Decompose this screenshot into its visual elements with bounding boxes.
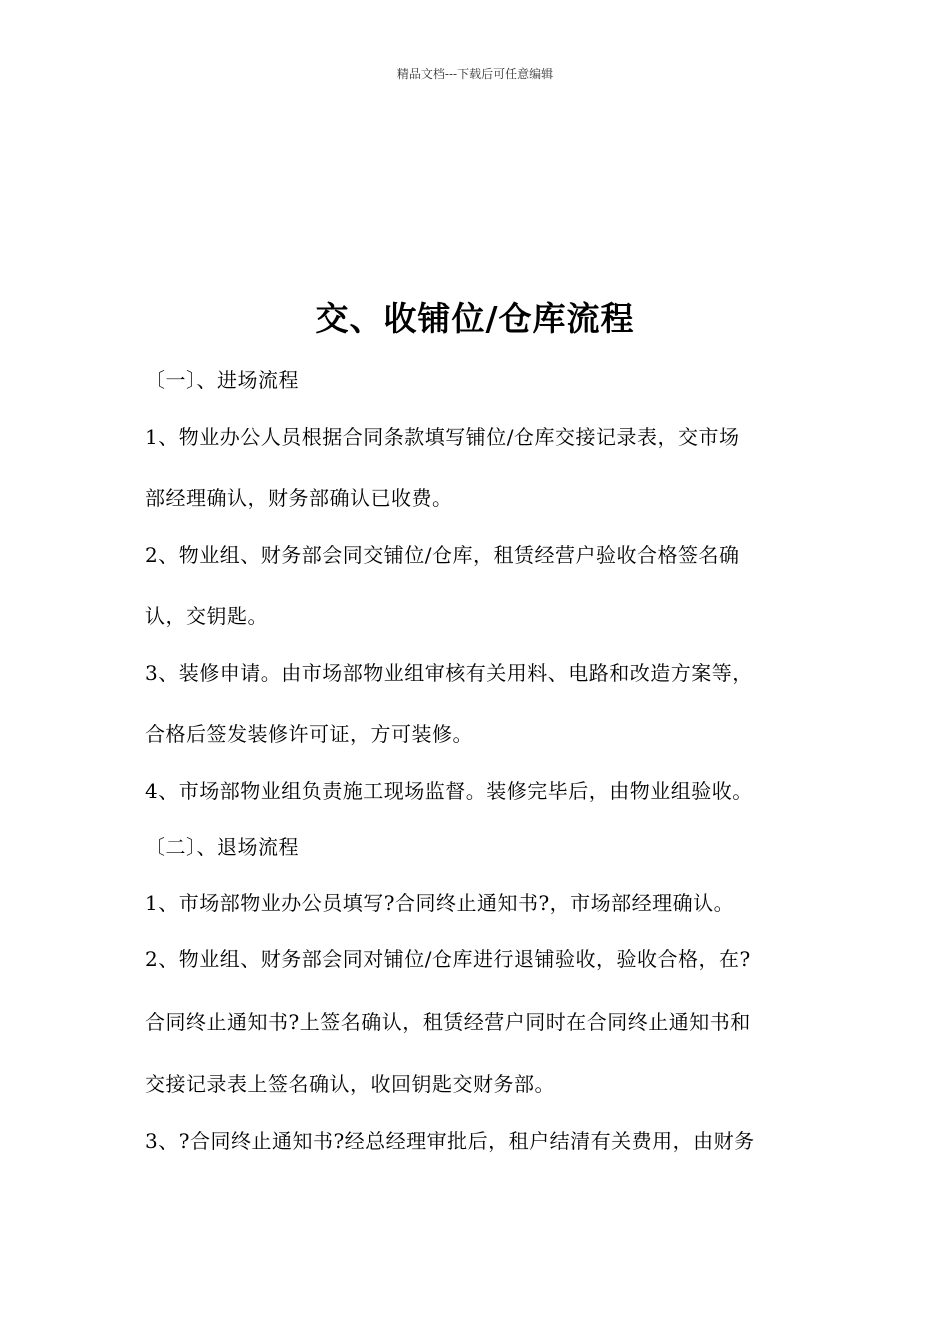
paragraph-line: 3、?合同终止通知书?经总经理审批后，租户结清有关费用，由财务 bbox=[145, 1129, 755, 1153]
paragraph-line: 3、装修申请。由市场部物业组审核有关用料、电路和改造方案等， bbox=[145, 661, 753, 685]
document-title: 交、收铺位/仓库流程 bbox=[315, 299, 635, 338]
paragraph-line: 4、市场部物业组负责施工现场监督。装修完毕后，由物业组验收。 bbox=[145, 779, 753, 803]
section-heading-exit: 〔二〕、退场流程 bbox=[145, 835, 299, 859]
paragraph-line: 部经理确认，财务部确认已收费。 bbox=[145, 486, 453, 510]
paragraph-line: 2、物业组、财务部会同交铺位/仓库，租赁经营户验收合格签名确 bbox=[145, 543, 740, 567]
paragraph-line: 合同终止通知书?上签名确认，租赁经营户同时在合同终止通知书和 bbox=[145, 1010, 751, 1034]
paragraph-line: 1、物业办公人员根据合同条款填写铺位/仓库交接记录表，交市场 bbox=[145, 425, 740, 449]
page-header: 精品文档---下载后可任意编辑 bbox=[396, 67, 554, 81]
section-heading-entry: 〔一〕、进场流程 bbox=[145, 368, 299, 392]
paragraph-line: 2、物业组、财务部会同对铺位/仓库进行退铺验收，验收合格，在? bbox=[145, 947, 751, 971]
paragraph-line: 认，交钥匙。 bbox=[145, 604, 268, 628]
paragraph-line: 1、市场部物业办公员填写?合同终止通知书?，市场部经理确认。 bbox=[145, 891, 735, 915]
paragraph-line: 交接记录表上签名确认，收回钥匙交财务部。 bbox=[145, 1072, 555, 1096]
paragraph-line: 合格后签发装修许可证，方可装修。 bbox=[145, 722, 473, 746]
